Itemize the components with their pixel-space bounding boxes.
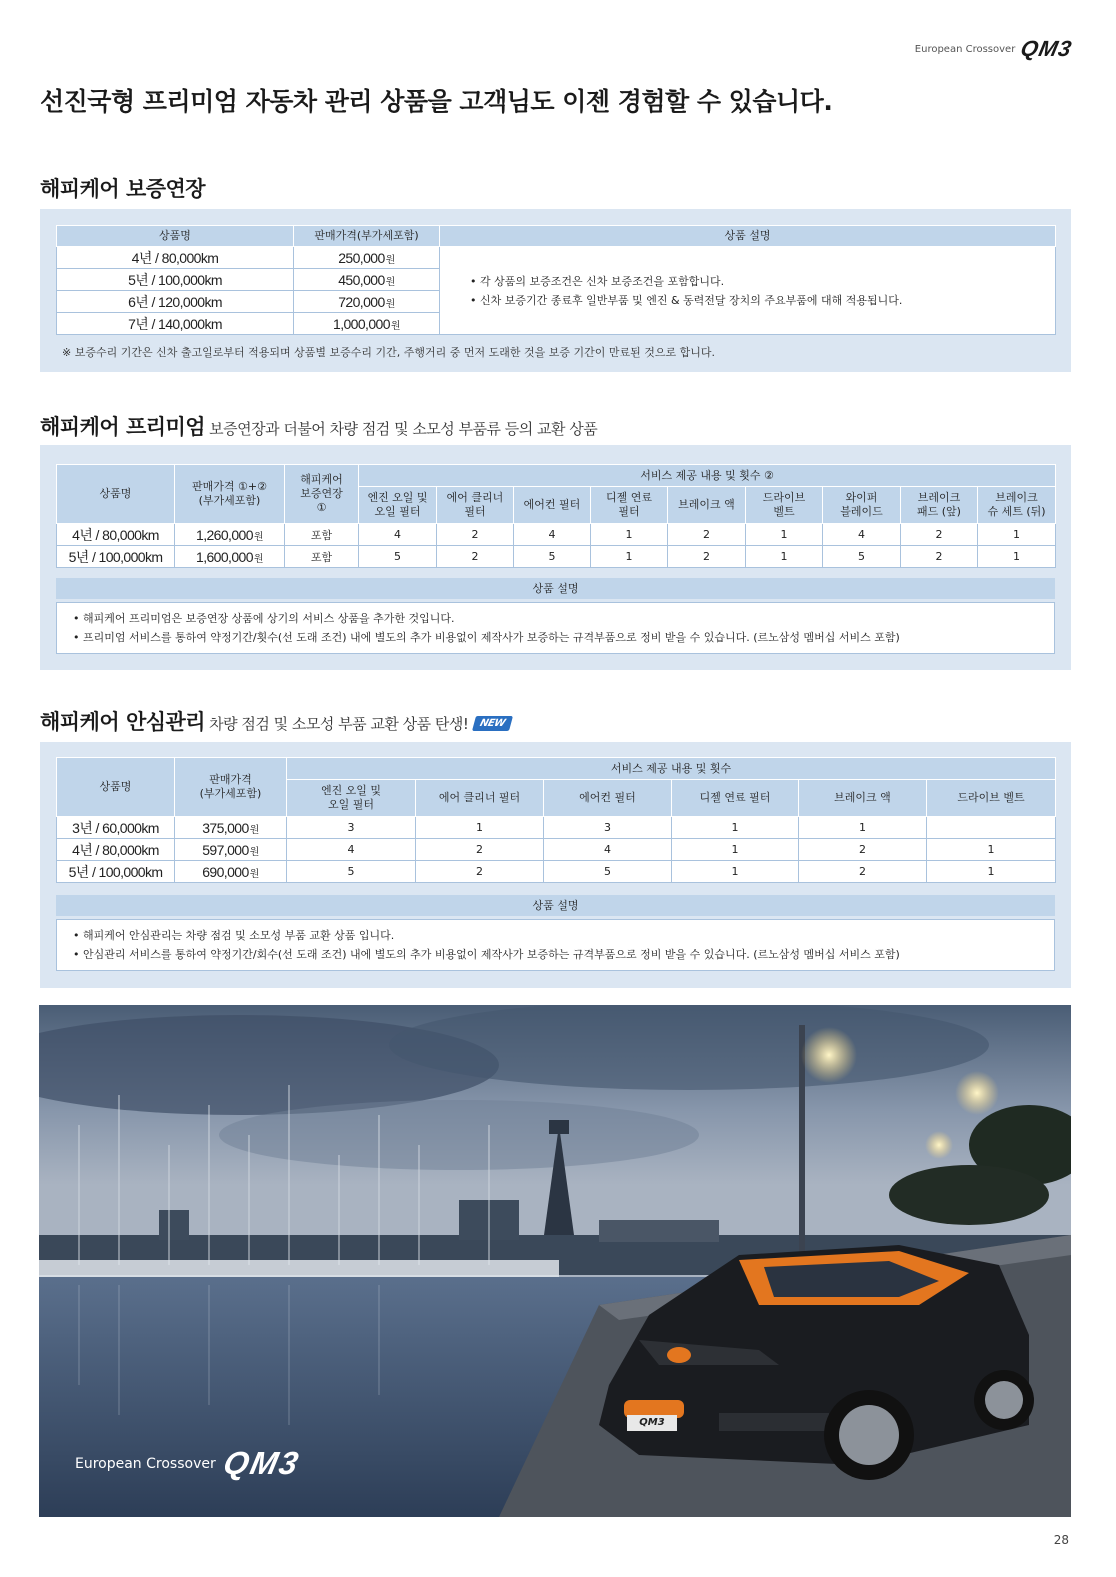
service-count: 1 [799,817,927,839]
price-value: 1,000,000 [333,315,390,332]
service-count: 1 [672,861,799,883]
service-column-header: 브레이크 슈 세트 (뒤) [978,487,1056,524]
warranty-desc-cell [440,247,1056,335]
service-count: 5 [359,546,437,568]
page-number: 28 [1053,1533,1069,1547]
service-count: 2 [416,839,544,861]
service-count: 4 [514,524,591,546]
service-count: 2 [437,524,514,546]
brand-logo: QM3 [1018,36,1075,61]
service-count: 1 [672,817,799,839]
warranty-header-price: 판매가격(부가세포함) [294,226,440,247]
premium-table [56,464,1056,568]
safety-section-title [40,706,511,736]
service-count: 2 [416,861,544,883]
price-unit: 원 [249,824,259,836]
product-name: 5년 / 100,000km [57,546,175,568]
product-price [175,546,285,568]
price-value: 690,000 [202,863,249,880]
price-unit: 원 [249,868,259,880]
premium-panel [40,445,1071,670]
service-count: 1 [746,546,823,568]
product-name: 4년 / 80,000km [57,839,175,861]
service-count: 1 [978,546,1056,568]
safety-desc-box [56,919,1055,971]
service-count: 1 [978,524,1056,546]
warranty-desc-line: • 각 상품의 보증조건은 신차 보증조건을 포함합니다. [470,274,725,288]
warranty-table [56,225,1056,335]
car-photo [39,1005,1071,1517]
service-count: 4 [544,839,672,861]
safety-header-name: 상품명 [57,758,175,817]
price-unit: 원 [385,276,395,288]
table-row [57,247,1056,269]
safety-header-price: 판매가격 (부가세포함) [175,758,287,817]
service-count: 1 [416,817,544,839]
table-row [57,817,1056,839]
price-value: 597,000 [202,841,249,858]
service-column-header: 엔진 오일 및 오일 필터 [287,780,416,817]
price-unit: 원 [253,531,263,543]
premium-section-title [40,411,597,441]
price-value: 720,000 [338,293,385,310]
table-row [57,839,1056,861]
service-count: 2 [437,546,514,568]
safety-subtitle: 차량 점검 및 소모성 부품 교환 상품 탄생! [209,715,469,733]
service-count: 4 [823,524,901,546]
premium-desc-line: • 프리미엄 서비스를 통하여 약정기간/횟수(선 도래 조건) 내에 별도의 추가 비용없이 제작사가 보증하는 규격부품으로 정비 받을 수 있습니다. (르노삼성 멤버십 서비스 포함) [73,631,900,644]
price-value: 450,000 [338,271,385,288]
photo-brand-subtitle: European Crossover [75,1455,216,1472]
premium-title: 해피케어 프리미엄 [40,415,206,439]
harbor-night-scene [39,1005,1071,1517]
service-count: 2 [799,839,927,861]
product-price [175,839,287,861]
service-column-header: 디젤 연료 필터 [591,487,668,524]
premium-header-price: 판매가격 ①+② (부가세포함) [175,465,285,524]
service-column-header: 브레이크 액 [799,780,927,817]
brand-subtitle: European Crossover [914,43,1016,55]
warranty-note: ※ 보증수리 기간은 신차 출고일로부터 적용되며 상품별 보증수리 기간, 주행거리 중 먼저 도래한 것을 보증 기간이 만료된 것으로 합니다. [62,346,715,359]
product-name: 3년 / 60,000km [57,817,175,839]
service-count: 3 [287,817,416,839]
warranty-desc-line: • 신차 보증기간 종료후 일반부품 및 엔진 & 동력전달 장치의 주요부품에 대해 적용됩니다. [470,293,903,307]
product-price [175,524,285,546]
service-column-header: 에어 클리너 필터 [437,487,514,524]
safety-desc-line: • 안심관리 서비스를 통하여 약정기간/회수(선 도래 조건) 내에 별도의 추가 비용없이 제작사가 보증하는 규격부품으로 정비 받을 수 있습니다. (르노삼성 멤버십 서비스 포함) [73,948,900,961]
product-price [175,817,287,839]
service-column-header: 드라이브 벨트 [927,780,1056,817]
service-count: 2 [901,546,978,568]
service-column-header: 엔진 오일 및 오일 필터 [359,487,437,524]
table-row [57,861,1056,883]
warranty-included: 포함 [285,524,359,546]
license-plate: QM3 [627,1415,677,1431]
product-name: 4년 / 80,000km [57,247,294,269]
safety-table [56,757,1056,883]
service-count: 2 [799,861,927,883]
service-column-header: 디젤 연료 필터 [672,780,799,817]
price-unit: 원 [249,846,259,858]
service-count: 4 [287,839,416,861]
product-name: 5년 / 100,000km [57,861,175,883]
service-column-header: 에어컨 필터 [514,487,591,524]
photo-brand-logo: QM3 [220,1445,304,1481]
service-column-header: 와이퍼 블레이드 [823,487,901,524]
service-column-header: 에어 클리너 필터 [416,780,544,817]
safety-panel [40,742,1071,988]
price-unit: 원 [385,298,395,310]
product-price [175,861,287,883]
premium-header-warranty: 해피케어 보증연장 ① [285,465,359,524]
price-unit: 원 [385,254,395,266]
service-count: 2 [901,524,978,546]
safety-desc-header: 상품 설명 [56,895,1055,916]
service-column-header: 에어컨 필터 [544,780,672,817]
price-value: 1,260,000 [196,526,253,543]
product-price [294,247,440,269]
service-count: 1 [672,839,799,861]
service-count: 2 [668,524,746,546]
safety-desc-line: • 해피케어 안심관리는 차량 점검 및 소모성 부품 교환 상품 입니다. [73,929,395,942]
service-count: 3 [544,817,672,839]
service-column-header: 브레이크 액 [668,487,746,524]
product-name: 4년 / 80,000km [57,524,175,546]
safety-header-service: 서비스 제공 내용 및 횟수 [287,758,1056,780]
product-name: 5년 / 100,000km [57,269,294,291]
premium-subtitle: 보증연장과 더불어 차량 점검 및 소모성 부품류 등의 교환 상품 [209,420,598,438]
warranty-included: 포함 [285,546,359,568]
warranty-header-desc: 상품 설명 [440,226,1056,247]
premium-header-service: 서비스 제공 내용 및 횟수 ② [359,465,1056,487]
table-row [57,546,1056,568]
product-price [294,269,440,291]
service-column-header: 드라이브 벨트 [746,487,823,524]
warranty-panel [40,209,1071,372]
photo-brand [75,1445,304,1482]
price-value: 1,600,000 [196,548,253,565]
warranty-title: 해피케어 보증연장 [40,177,206,201]
service-count: 1 [591,546,668,568]
service-count: 1 [591,524,668,546]
service-count: 1 [927,861,1056,883]
product-price [294,291,440,313]
new-badge: NEW [472,716,513,731]
product-name: 7년 / 140,000km [57,313,294,335]
service-count [927,817,1056,839]
header-brand [914,36,1075,62]
premium-desc-line: • 해피케어 프리미엄은 보증연장 상품에 상기의 서비스 상품을 추가한 것입니다. [73,612,455,625]
service-count: 4 [359,524,437,546]
service-count: 1 [746,524,823,546]
premium-desc-header: 상품 설명 [56,578,1055,599]
product-price [294,313,440,335]
price-value: 375,000 [202,819,249,836]
service-count: 2 [668,546,746,568]
premium-header-name: 상품명 [57,465,175,524]
service-column-header: 브레이크 패드 (앞) [901,487,978,524]
price-unit: 원 [390,320,400,332]
service-count: 5 [823,546,901,568]
service-count: 5 [287,861,416,883]
price-unit: 원 [253,553,263,565]
warranty-section-title [40,173,205,203]
service-count: 1 [927,839,1056,861]
safety-title: 해피케어 안심관리 [40,710,206,734]
premium-desc-box [56,602,1055,654]
service-count: 5 [544,861,672,883]
table-row [57,524,1056,546]
product-name: 6년 / 120,000km [57,291,294,313]
page-headline: 선진국형 프리미엄 자동차 관리 상품을 고객님도 이젠 경험할 수 있습니다. [40,87,833,116]
warranty-header-name: 상품명 [57,226,294,247]
service-count: 5 [514,546,591,568]
price-value: 250,000 [338,249,385,266]
